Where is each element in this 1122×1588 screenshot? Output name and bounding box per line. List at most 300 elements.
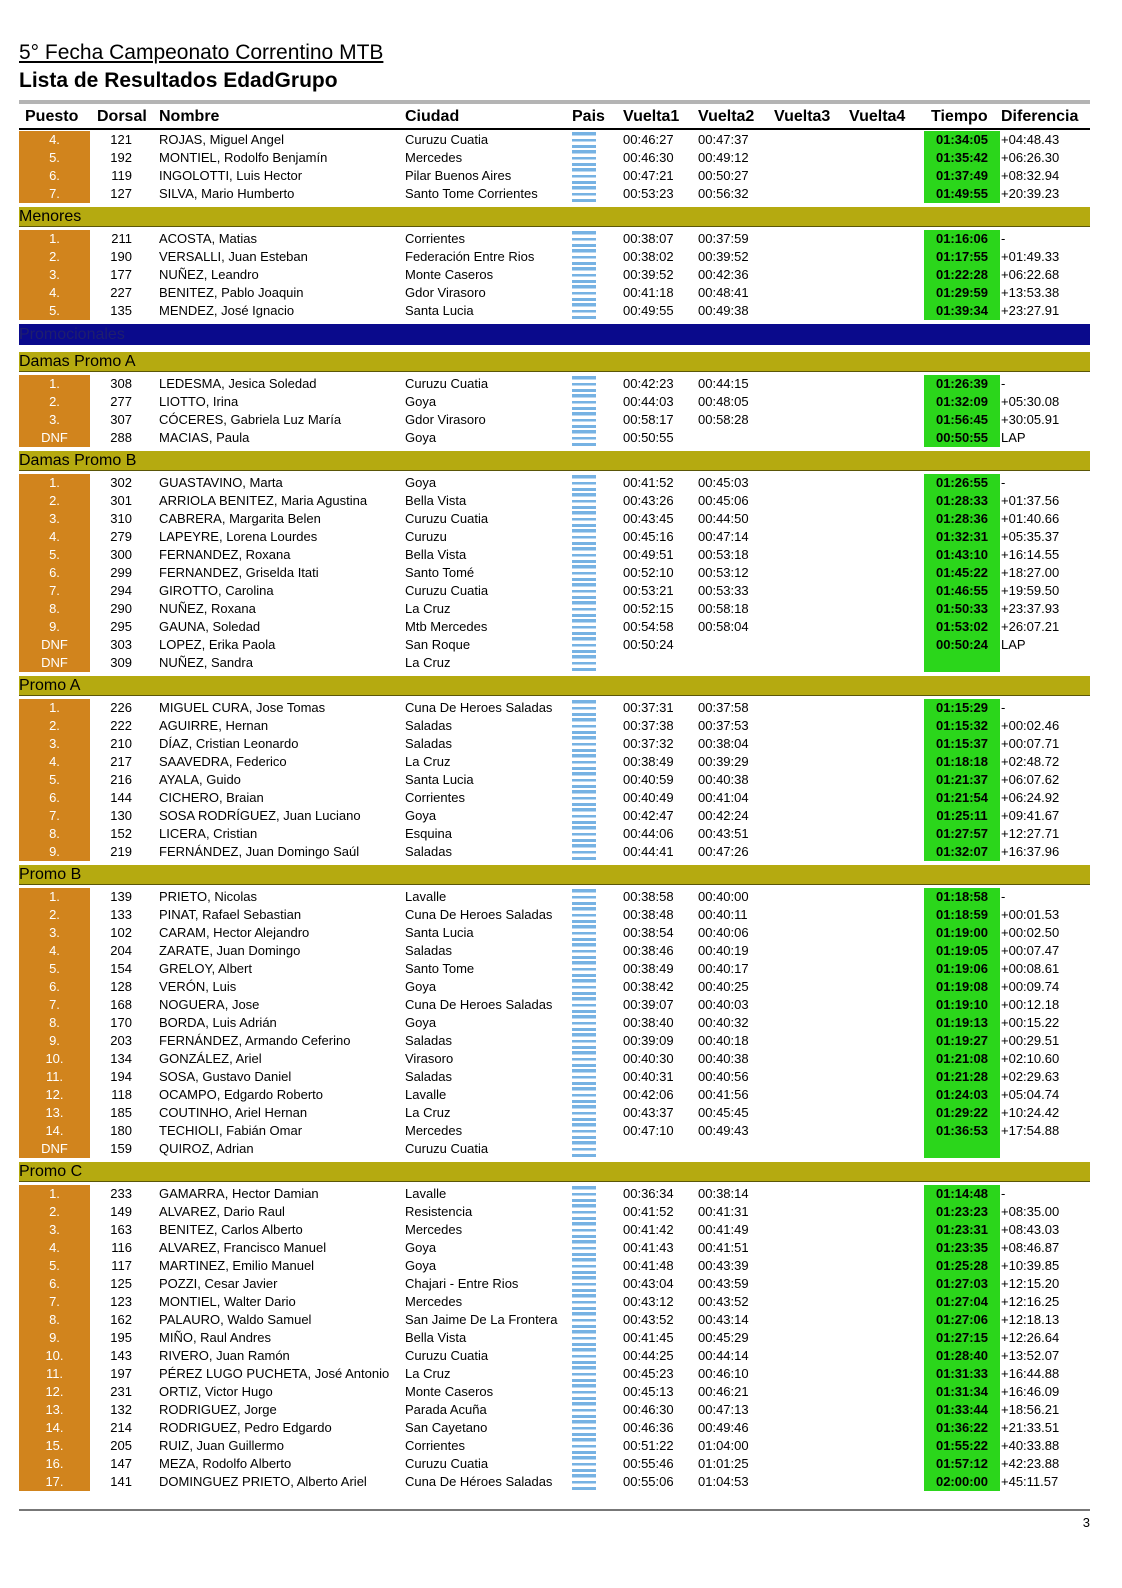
name-cell: BENITEZ, Carlos Alberto [159,1222,303,1237]
city-cell: San Roque [405,637,471,652]
argentina-flag-icon [572,1204,596,1220]
name-cell: RODRIGUEZ, Pedro Edgardo [159,1420,332,1435]
name-cell: TECHIOLI, Fabián Omar [159,1123,303,1138]
time-cell: 01:57:12 [924,1455,1000,1473]
position-cell: 7. [19,582,90,600]
lap2-cell: 00:39:29 [698,754,749,769]
dorsal-cell: 118 [111,1087,132,1102]
lap2-cell: 00:47:14 [698,529,749,544]
lap1-cell: 00:38:42 [623,979,674,994]
lap2-cell: 00:37:53 [698,718,749,733]
lap1-cell: 00:52:15 [623,601,674,616]
argentina-flag-icon [572,1474,596,1490]
lap2-cell: 00:40:00 [698,889,749,904]
position-cell: 6. [19,167,90,185]
position-cell: 11. [19,1365,90,1383]
time-cell: 01:21:37 [924,771,1000,789]
time-cell: 01:15:29 [924,699,1000,717]
dorsal-cell: 132 [110,1402,132,1417]
lap1-cell: 00:46:30 [623,1402,674,1417]
category-label: Damas Promo A [19,353,136,370]
time-cell: 01:18:59 [924,906,1000,924]
difference-cell: +08:46.87 [1001,1240,1060,1255]
table-row [0,1311,1122,1329]
dorsal-cell: 310 [110,511,132,526]
argentina-flag-icon [572,1294,596,1310]
position-cell: 2. [19,248,90,266]
lap1-cell: 00:47:21 [623,168,674,183]
lap1-cell: 00:43:37 [623,1105,674,1120]
time-cell: 01:36:53 [924,1122,1000,1140]
bottom-rule [19,1509,1090,1511]
position-cell: 4. [19,753,90,771]
name-cell: NUÑEZ, Sandra [159,655,253,670]
lap2-cell: 00:56:32 [698,186,749,201]
position-cell: 9. [19,843,90,861]
table-row [0,654,1122,672]
city-cell: Monte Caseros [405,267,494,282]
dorsal-cell: 227 [110,285,132,300]
city-cell: Curuzu Cuatia [405,1141,489,1156]
city-cell: Saladas [405,718,452,733]
lap2-cell: 00:47:13 [698,1402,749,1417]
city-cell: Mtb Mercedes [405,619,488,634]
position-cell: 13. [19,1104,90,1122]
difference-cell: +16:46.09 [1001,1384,1060,1399]
time-cell: 01:23:23 [924,1203,1000,1221]
argentina-flag-icon [572,619,596,635]
lap2-cell: 00:45:45 [698,1105,749,1120]
argentina-flag-icon [572,1456,596,1472]
table-row [0,149,1122,167]
lap2-cell: 00:41:31 [698,1204,749,1219]
table-row [0,546,1122,564]
position-cell: 8. [19,1014,90,1032]
position-cell: 11. [19,1068,90,1086]
city-cell: Saladas [405,1033,452,1048]
lap2-cell: 00:43:59 [698,1276,749,1291]
position-cell: 17. [19,1473,90,1491]
category-header [19,1162,1090,1182]
lap1-cell: 00:36:34 [623,1186,674,1201]
difference-cell: +00:07.47 [1001,943,1060,958]
table-row [0,510,1122,528]
table-row [0,960,1122,978]
category-header [19,352,1090,372]
name-cell: ALVAREZ, Francisco Manuel [159,1240,327,1255]
difference-cell: - [1001,1186,1006,1201]
lap1-cell: 00:39:52 [623,267,674,282]
difference-cell: +17:54.88 [1001,1123,1060,1138]
category-label: Damas Promo B [19,452,137,469]
lap2-cell: 00:49:43 [698,1123,749,1138]
name-cell: POZZI, Cesar Javier [159,1276,278,1291]
header-nombre: Nombre [159,108,220,125]
lap2-cell: 00:41:04 [698,790,749,805]
header-puesto: Puesto [25,108,79,125]
time-cell: 01:24:03 [924,1086,1000,1104]
category-header [19,451,1090,471]
time-cell: 01:56:45 [924,411,1000,429]
position-cell: 1. [19,699,90,717]
lap2-cell: 00:44:15 [698,376,749,391]
table-row [0,636,1122,654]
difference-cell: +06:22.68 [1001,267,1060,282]
difference-cell: +09:41.67 [1001,808,1060,823]
difference-cell: +00:08.61 [1001,961,1060,976]
name-cell: AYALA, Guido [159,772,241,787]
table-row [0,600,1122,618]
lap2-cell: 00:43:14 [698,1312,749,1327]
difference-cell: +13:53.38 [1001,285,1060,300]
dorsal-cell: 294 [110,583,132,598]
lap1-cell: 00:50:55 [623,430,674,445]
name-cell: MIÑO, Raul Andres [159,1330,271,1345]
lap1-cell: 00:41:45 [623,1330,674,1345]
table-row [0,753,1122,771]
difference-cell: +10:39.85 [1001,1258,1060,1273]
time-cell: 01:28:33 [924,492,1000,510]
table-row [0,1140,1122,1158]
lap2-cell: 01:04:00 [698,1438,749,1453]
dorsal-cell: 307 [110,412,132,427]
document-subtitle: Lista de Resultados EdadGrupo [19,69,338,92]
lap2-cell: 00:43:51 [698,826,749,841]
lap1-cell: 00:44:41 [623,844,674,859]
difference-cell: - [1001,475,1006,490]
dorsal-cell: 121 [110,132,132,147]
category-label: Promo C [19,1163,83,1180]
argentina-flag-icon [572,1051,596,1067]
argentina-flag-icon [572,168,596,184]
argentina-flag-icon [572,529,596,545]
table-row [0,474,1122,492]
time-cell: 01:18:58 [924,888,1000,906]
time-cell: 01:19:00 [924,924,1000,942]
time-cell: 01:16:06 [924,230,1000,248]
lap1-cell: 00:52:10 [623,565,674,580]
time-cell: 01:50:33 [924,600,1000,618]
table-row [0,807,1122,825]
difference-cell: +12:26.64 [1001,1330,1060,1345]
table-row [0,411,1122,429]
lap2-cell: 00:37:58 [698,700,749,715]
dorsal-cell: 301 [110,493,132,508]
lap1-cell: 00:55:06 [623,1474,674,1489]
table-row [0,924,1122,942]
argentina-flag-icon [572,565,596,581]
table-row [0,1257,1122,1275]
position-cell: DNF [19,1140,90,1158]
name-cell: MENDEZ, José Ignacio [159,303,295,318]
name-cell: GIROTTO, Carolina [159,583,274,598]
table-row [0,375,1122,393]
lap2-cell: 01:04:53 [698,1474,749,1489]
table-row [0,1455,1122,1473]
name-cell: ORTIZ, Victor Hugo [159,1384,273,1399]
lap1-cell: 00:43:26 [623,493,674,508]
city-cell: Goya [405,394,437,409]
name-cell: RUIZ, Juan Guillermo [159,1438,284,1453]
position-cell: 5. [19,302,90,320]
position-cell: 14. [19,1122,90,1140]
position-cell: 9. [19,1032,90,1050]
header-diferencia: Diferencia [1001,108,1079,125]
table-row [0,906,1122,924]
position-cell: 3. [19,266,90,284]
name-cell: CICHERO, Braian [159,790,264,805]
lap2-cell: 00:41:49 [698,1222,749,1237]
city-cell: Chajari - Entre Rios [405,1276,519,1291]
city-cell: Corrientes [405,790,465,805]
argentina-flag-icon [572,1420,596,1436]
argentina-flag-icon [572,907,596,923]
header-vuelta2: Vuelta2 [698,108,755,125]
time-cell: 01:39:34 [924,302,1000,320]
city-cell: Lavalle [405,1087,447,1102]
lap2-cell: 00:41:51 [698,1240,749,1255]
lap1-cell: 00:44:03 [623,394,674,409]
position-cell: 4. [19,942,90,960]
argentina-flag-icon [572,961,596,977]
name-cell: QUIROZ, Adrian [159,1141,254,1156]
name-cell: MONTIEL, Walter Dario [159,1294,296,1309]
dorsal-cell: 217 [110,754,132,769]
lap2-cell: 00:40:06 [698,925,749,940]
time-cell: 01:17:55 [924,248,1000,266]
dorsal-cell: 128 [110,979,132,994]
argentina-flag-icon [572,790,596,806]
lap1-cell: 00:53:21 [623,583,674,598]
argentina-flag-icon [572,511,596,527]
position-cell: 5. [19,771,90,789]
category-header [19,676,1090,696]
argentina-flag-icon [572,493,596,509]
name-cell: ARRIOLA BENITEZ, Maria Agustina [159,493,368,508]
name-cell: BENITEZ, Pablo Joaquin [159,285,304,300]
name-cell: PINAT, Rafael Sebastian [159,907,302,922]
time-cell: 01:53:02 [924,618,1000,636]
difference-cell: +00:07.71 [1001,736,1060,751]
time-cell: 01:23:35 [924,1239,1000,1257]
argentina-flag-icon [572,925,596,941]
section-label: Promocionales [19,326,125,343]
argentina-flag-icon [572,1033,596,1049]
dorsal-cell: 288 [110,430,132,445]
time-cell: 01:29:22 [924,1104,1000,1122]
position-cell: 12. [19,1383,90,1401]
position-cell: 2. [19,906,90,924]
table-row [0,1122,1122,1140]
name-cell: GONZÁLEZ, Ariel [159,1051,262,1066]
city-cell: Mercedes [405,1294,463,1309]
header-ciudad: Ciudad [405,108,460,125]
name-cell: NUÑEZ, Leandro [159,267,259,282]
time-cell: 01:21:54 [924,789,1000,807]
lap2-cell: 00:42:36 [698,267,749,282]
city-cell: Goya [405,808,437,823]
table-row [0,1473,1122,1491]
name-cell: RODRIGUEZ, Jorge [159,1402,277,1417]
lap1-cell: 00:42:47 [623,808,674,823]
table-row [0,1437,1122,1455]
lap2-cell: 00:37:59 [698,231,749,246]
dorsal-cell: 204 [110,943,132,958]
table-row [0,825,1122,843]
time-cell: 01:46:55 [924,582,1000,600]
city-cell: Santa Lucia [405,303,474,318]
argentina-flag-icon [572,718,596,734]
argentina-flag-icon [572,1348,596,1364]
city-cell: Goya [405,475,437,490]
lap1-cell: 00:37:32 [623,736,674,751]
lap1-cell: 00:38:46 [623,943,674,958]
city-cell: Gdor Virasoro [405,412,486,427]
name-cell: NOGUERA, Jose [159,997,260,1012]
time-cell: 01:21:28 [924,1068,1000,1086]
time-cell: 01:34:05 [924,131,1000,149]
city-cell: Virasoro [405,1051,454,1066]
city-cell: Santa Lucia [405,772,474,787]
lap2-cell: 00:53:12 [698,565,749,580]
lap1-cell: 00:50:24 [623,637,674,652]
lap2-cell: 00:49:46 [698,1420,749,1435]
argentina-flag-icon [572,808,596,824]
position-cell: 1. [19,230,90,248]
position-cell: 3. [19,1221,90,1239]
position-cell: DNF [19,654,90,672]
difference-cell: +08:32.94 [1001,168,1060,183]
lap1-cell: 00:38:54 [623,925,674,940]
table-row [0,888,1122,906]
dorsal-cell: 195 [110,1330,132,1345]
lap2-cell: 00:53:33 [698,583,749,598]
name-cell: GRELOY, Albert [159,961,252,976]
header-dorsal: Dorsal [97,108,147,125]
position-cell: 5. [19,149,90,167]
dorsal-cell: 159 [110,1141,132,1156]
time-cell: 01:27:15 [924,1329,1000,1347]
lap1-cell: 00:41:48 [623,1258,674,1273]
name-cell: INGOLOTTI, Luis Hector [159,168,303,183]
difference-cell: +18:56.21 [1001,1402,1060,1417]
lap1-cell: 00:42:23 [623,376,674,391]
time-cell: 01:32:07 [924,843,1000,861]
position-cell: DNF [19,636,90,654]
name-cell: COUTINHO, Ariel Hernan [159,1105,308,1120]
argentina-flag-icon [572,1186,596,1202]
table-row [0,1185,1122,1203]
argentina-flag-icon [572,1366,596,1382]
city-cell: Bella Vista [405,1330,467,1345]
lap2-cell: 00:41:56 [698,1087,749,1102]
lap2-cell: 00:44:14 [698,1348,749,1363]
argentina-flag-icon [572,655,596,671]
category-label: Promo A [19,677,81,694]
position-cell: 3. [19,924,90,942]
lap2-cell: 00:40:56 [698,1069,749,1084]
lap1-cell: 00:44:25 [623,1348,674,1363]
difference-cell: +00:01.53 [1001,907,1060,922]
position-cell: 6. [19,1275,90,1293]
difference-cell: +26:07.21 [1001,619,1060,634]
table-row [0,699,1122,717]
position-cell: 15. [19,1437,90,1455]
name-cell: ACOSTA, Matias [159,231,258,246]
argentina-flag-icon [572,736,596,752]
table-row [0,1050,1122,1068]
difference-cell: +00:02.50 [1001,925,1060,940]
lap2-cell: 00:40:38 [698,1051,749,1066]
argentina-flag-icon [572,547,596,563]
lap1-cell: 00:39:07 [623,997,674,1012]
city-cell: Gdor Virasoro [405,285,486,300]
city-cell: San Jaime De La Frontera [405,1312,558,1327]
document-title: 5° Fecha Campeonato Correntino MTB [19,41,384,64]
name-cell: PRIETO, Nicolas [159,889,258,904]
name-cell: CABRERA, Margarita Belen [159,511,321,526]
name-cell: LEDESMA, Jesica Soledad [159,376,317,391]
name-cell: LIOTTO, Irina [159,394,239,409]
dorsal-cell: 231 [110,1384,132,1399]
difference-cell: +02:48.72 [1001,754,1060,769]
lap1-cell: 00:40:30 [623,1051,674,1066]
time-cell: 01:25:28 [924,1257,1000,1275]
city-cell: Cuna De Heroes Saladas [405,907,553,922]
time-cell: 01:18:18 [924,753,1000,771]
dorsal-cell: 192 [110,150,132,165]
lap2-cell: 00:40:25 [698,979,749,994]
header-vuelta3: Vuelta3 [774,108,831,125]
position-cell: 13. [19,1401,90,1419]
time-cell: 01:22:28 [924,266,1000,284]
lap2-cell: 00:40:11 [698,907,748,922]
argentina-flag-icon [572,231,596,247]
difference-cell: +45:11.57 [1001,1474,1059,1489]
argentina-flag-icon [572,150,596,166]
dorsal-cell: 308 [110,376,132,391]
lap2-cell: 00:38:14 [698,1186,749,1201]
city-cell: Monte Caseros [405,1384,494,1399]
position-cell: 16. [19,1455,90,1473]
lap2-cell: 00:45:29 [698,1330,749,1345]
city-cell: Goya [405,1258,437,1273]
table-row [0,131,1122,149]
time-cell: 01:14:48 [924,1185,1000,1203]
time-cell: 01:15:37 [924,735,1000,753]
lap2-cell: 00:42:24 [698,808,749,823]
position-cell: 14. [19,1419,90,1437]
name-cell: CÓCERES, Gabriela Luz María [159,412,342,427]
difference-cell: +19:59.50 [1001,583,1060,598]
table-row [0,1401,1122,1419]
time-cell: 01:23:31 [924,1221,1000,1239]
argentina-flag-icon [572,997,596,1013]
table-row [0,1239,1122,1257]
lap1-cell: 00:38:49 [623,754,674,769]
lap1-cell: 00:42:06 [623,1087,674,1102]
difference-cell: +23:37.93 [1001,601,1060,616]
table-row [0,618,1122,636]
argentina-flag-icon [572,1384,596,1400]
lap1-cell: 00:40:59 [623,772,674,787]
city-cell: Saladas [405,844,452,859]
argentina-flag-icon [572,303,596,319]
difference-cell: +08:43.03 [1001,1222,1060,1237]
lap2-cell: 00:40:03 [698,997,749,1012]
position-cell: 8. [19,600,90,618]
table-row [0,978,1122,996]
